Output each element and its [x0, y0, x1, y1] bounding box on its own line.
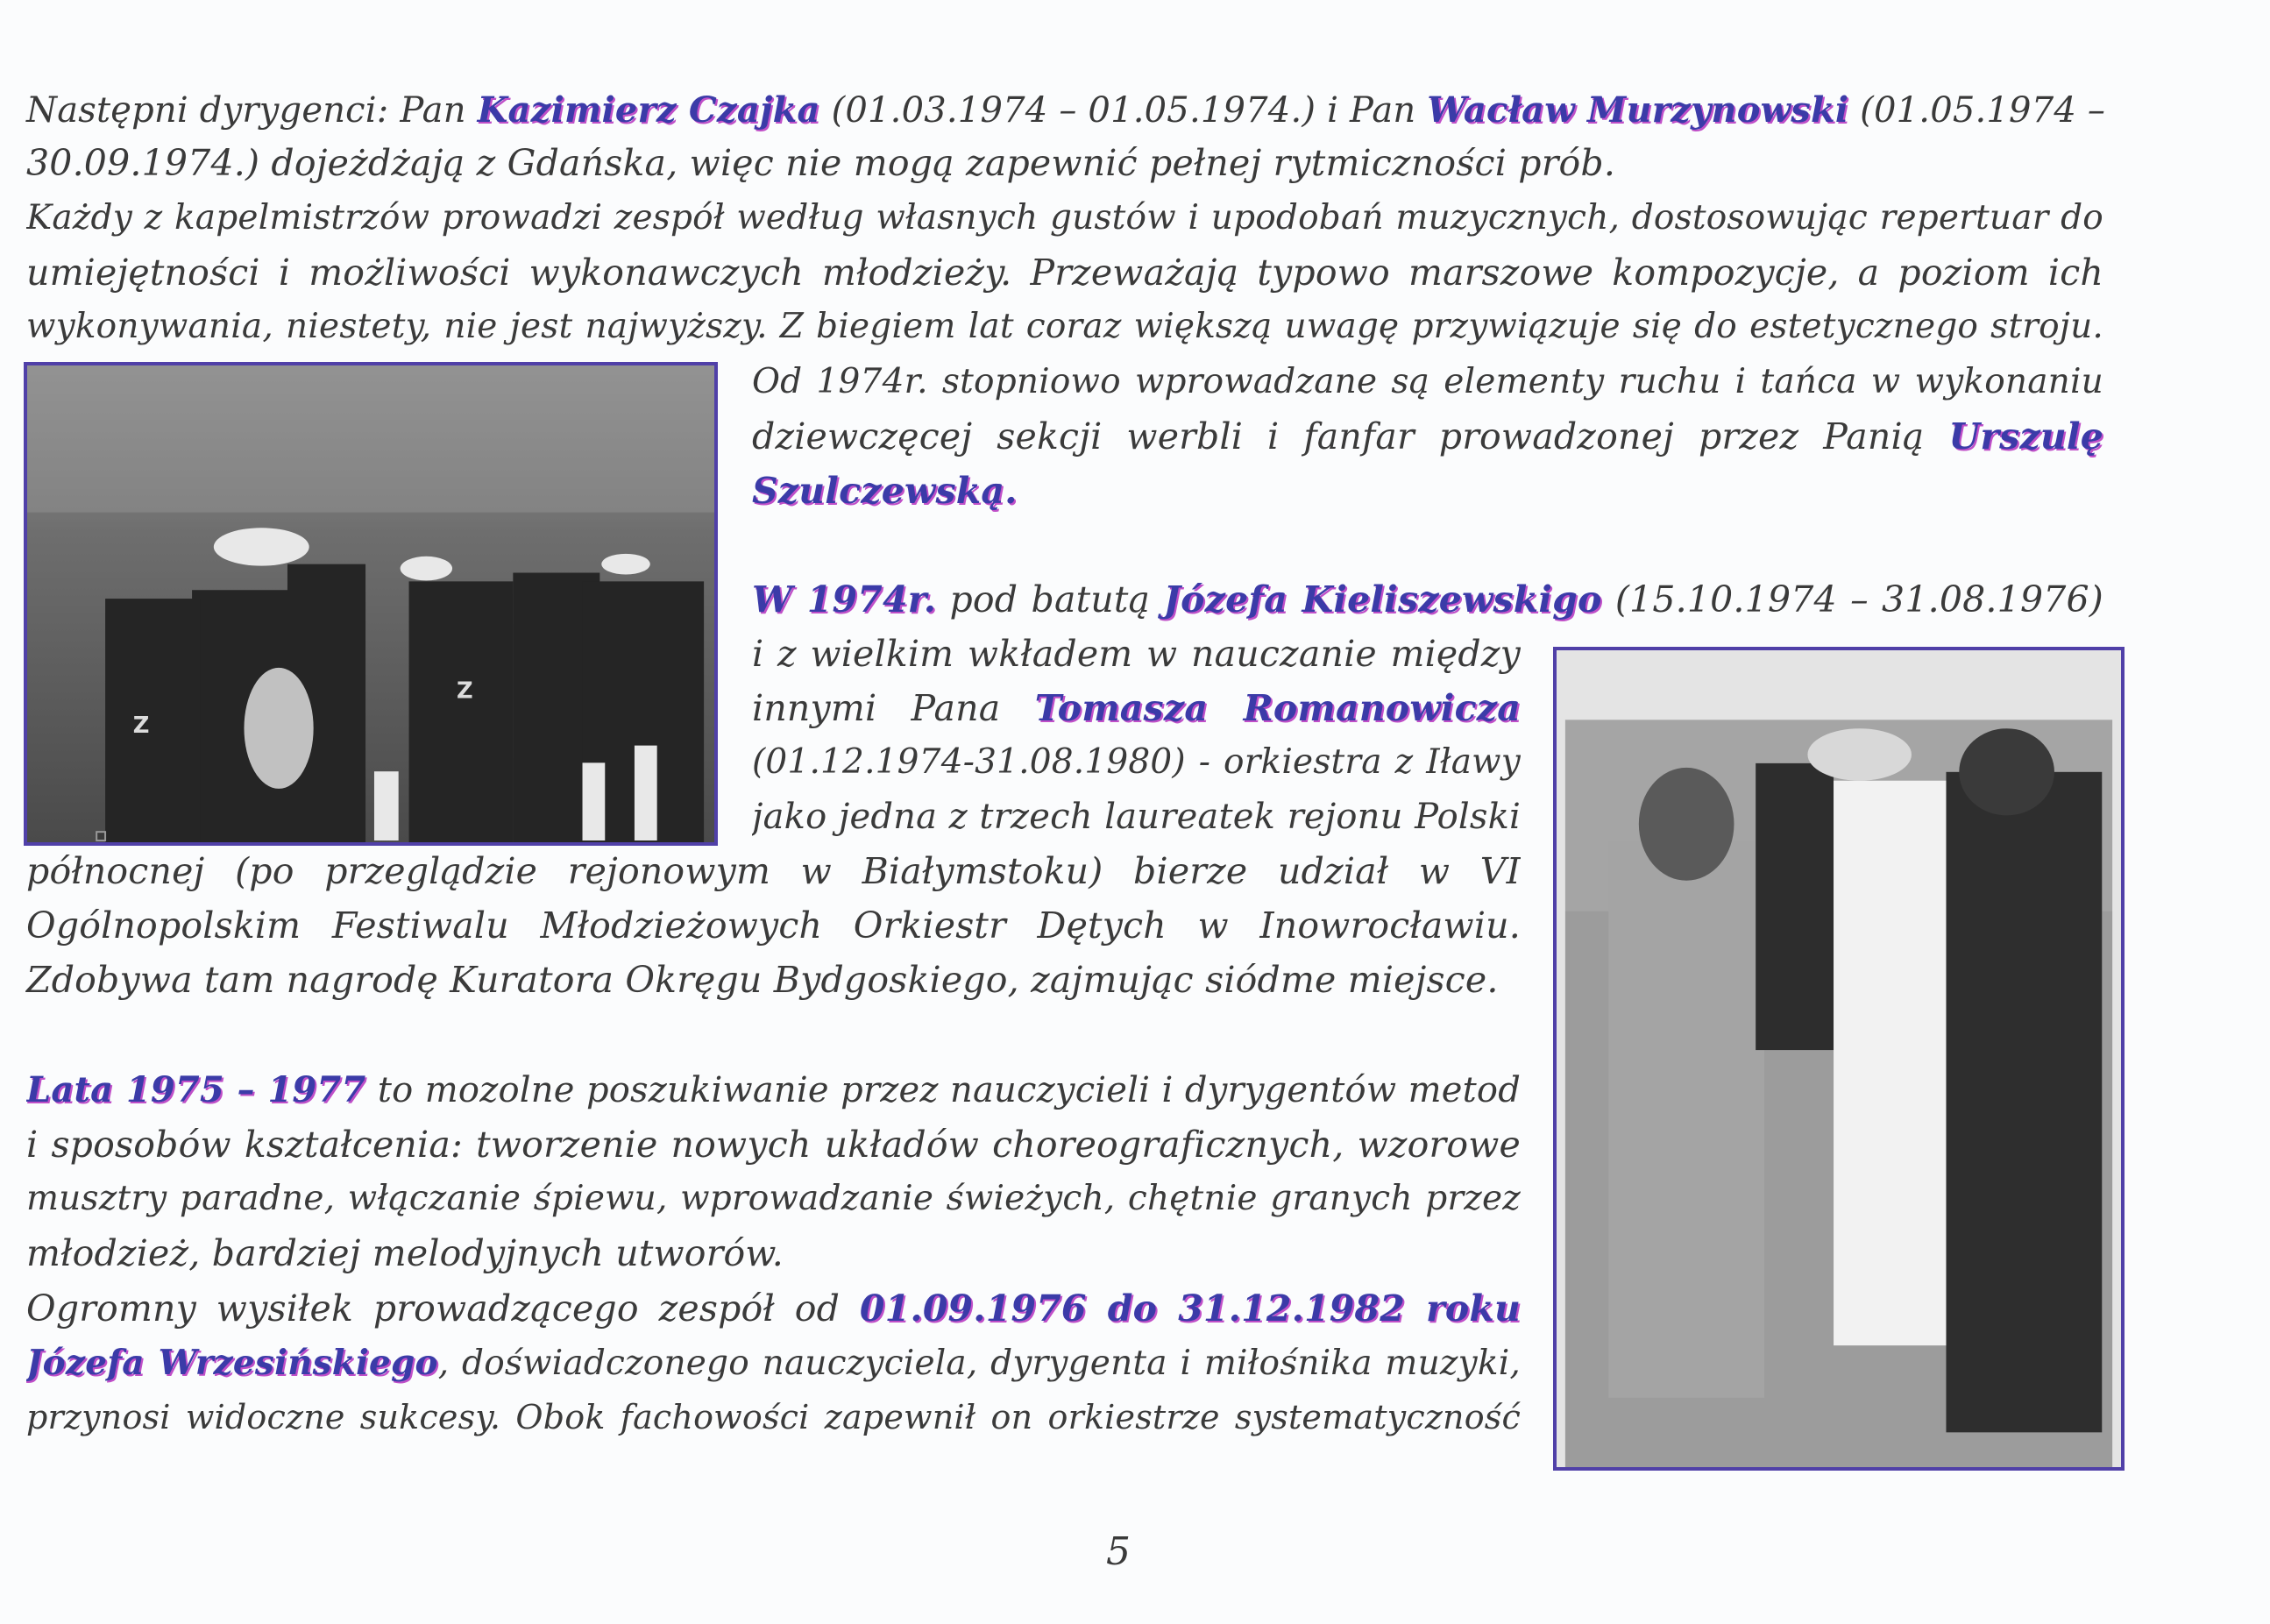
- text-line: [752, 794, 1521, 840]
- text-run: , doświadczonego nauczyciela, dyrygenta i miłośnika muzyki,: [437, 1344, 1521, 1383]
- highlighted-name: Tomasza Romanowicza: [1034, 687, 1521, 729]
- text-run: dziewczęcej sekcji werbli i fanfar prowadzonej przez Panią: [752, 415, 1949, 457]
- text-line: [26, 1394, 1521, 1440]
- photo-marching-band: [24, 362, 718, 846]
- text-line: [26, 1286, 1521, 1331]
- highlighted-name: Lata 1975 – 1977: [26, 1069, 366, 1110]
- text-line: [752, 414, 2103, 459]
- highlighted-name: Józefa Wrzesińskiego: [26, 1343, 438, 1383]
- text-run: musztry paradne, włączanie śpiewu, wprowadzanie świeżych, chętnie granych przez: [26, 1179, 1521, 1218]
- text-line: [26, 1340, 1521, 1386]
- highlighted-name: Szulczewską.: [752, 470, 1018, 512]
- text-line: [26, 88, 2105, 133]
- text-run: wykonywania, niestety, nie jest najwyższy. Z biegiem lat coraz większą uwagę przywiązuje się do estetycznego stroju.: [26, 307, 2103, 346]
- text-line: [26, 957, 1499, 1003]
- text-run: Ogromny wysiłek prowadzącego zespół od: [26, 1287, 860, 1330]
- text-run: Zdobywa tam nagrodę Kuratora Okręgu Bydgoskiego, zajmując siódme miejsce.: [26, 959, 1499, 1001]
- highlighted-name: Wacław Murzynowski: [1427, 89, 1849, 131]
- marching-band-image: [27, 365, 714, 842]
- text-line: [26, 304, 2103, 350]
- text-line: [752, 359, 2103, 405]
- text-run: i sposobów kształcenia: tworzenie nowych układów choreograficznych, wzorowe: [26, 1124, 1521, 1166]
- award-ceremony-image: [1557, 650, 2121, 1467]
- text-line: [752, 631, 1521, 677]
- text-run: pod batutą: [936, 578, 1164, 621]
- text-line: [26, 1176, 1521, 1222]
- svg-text:Z: Z: [132, 712, 150, 739]
- text-run: (01.05.1974 –: [1848, 90, 2106, 131]
- text-line: [26, 195, 2103, 241]
- text-run: to mozolne poszukiwanie przez nauczycieli i dyrygentów metod: [365, 1070, 1521, 1110]
- text-run: przynosi widoczne sukcesy. Obok fachowości zapewnił on orkiestrze systematyczność: [26, 1398, 1521, 1436]
- page-number: 5: [1106, 1529, 1131, 1574]
- text-run: i z wielkim wkładem w nauczanie między: [752, 633, 1521, 675]
- text-run: Od 1974r. stopniowo wprowadzane są elementy ruchu i tańca w wykonaniu: [752, 362, 2103, 401]
- text-run: Każdy z kapelmistrzów prowadzi zespół według własnych gustów i upodobań muzycznych, dostosowując repertuar do: [26, 198, 2103, 238]
- photo-award-ceremony: [1553, 647, 2125, 1471]
- text-run: innymi Pana: [752, 687, 1035, 729]
- text-run: jako jedna z trzech laureatek rejonu Polski: [752, 797, 1521, 837]
- text-run: Ogólnopolskim Festiwalu Młodzieżowych Orkiestr Dętych w Inowrocławiu.: [26, 904, 1521, 947]
- text-line: [752, 740, 1521, 785]
- text-run: północnej (po przeglądzie rejonowym w Białymstoku) bierze udział w VI: [26, 850, 1521, 892]
- text-run: (01.12.1974-31.08.1980) - orkiestra z Iławy: [752, 742, 1521, 782]
- text-run: Następni dyrygenci: Pan: [26, 90, 478, 131]
- text-line: [26, 1122, 1521, 1167]
- svg-text:Z: Z: [457, 677, 473, 705]
- highlighted-name: W 1974r.: [752, 578, 937, 621]
- text-run: (01.03.1974 – 01.05.1974.) i Pan: [819, 90, 1428, 131]
- text-line: [26, 848, 1521, 894]
- highlighted-name: Urszulę: [1948, 415, 2103, 457]
- text-line: [26, 250, 2103, 295]
- text-run: 30.09.1974.) dojeżdżają z Gdańska, więc nie mogą zapewnić pełnej rytmiczności prób.: [26, 142, 1616, 184]
- text-line: [26, 1067, 1521, 1113]
- highlighted-name: Kazimierz Czajka: [477, 89, 820, 131]
- text-line: [752, 685, 1521, 731]
- highlighted-name: 01.09.1976 do 31.12.1982 roku: [859, 1287, 1521, 1330]
- text-line: [26, 903, 1521, 948]
- text-run: umiejętności i możliwości wykonawczych młodzieży. Przeważają typowo marszowe kompozycje, a poziom ich: [26, 252, 2103, 294]
- text-line: [26, 140, 1615, 186]
- text-line: [26, 1230, 784, 1276]
- text-run: młodzież, bardziej melodyjnych utworów.: [26, 1232, 784, 1274]
- text-line: [752, 577, 2103, 622]
- text-line: [752, 468, 1018, 514]
- text-run: (15.10.1974 – 31.08.1976): [1601, 578, 2103, 621]
- highlighted-name: Józefa Kieliszewskigo: [1163, 578, 1602, 621]
